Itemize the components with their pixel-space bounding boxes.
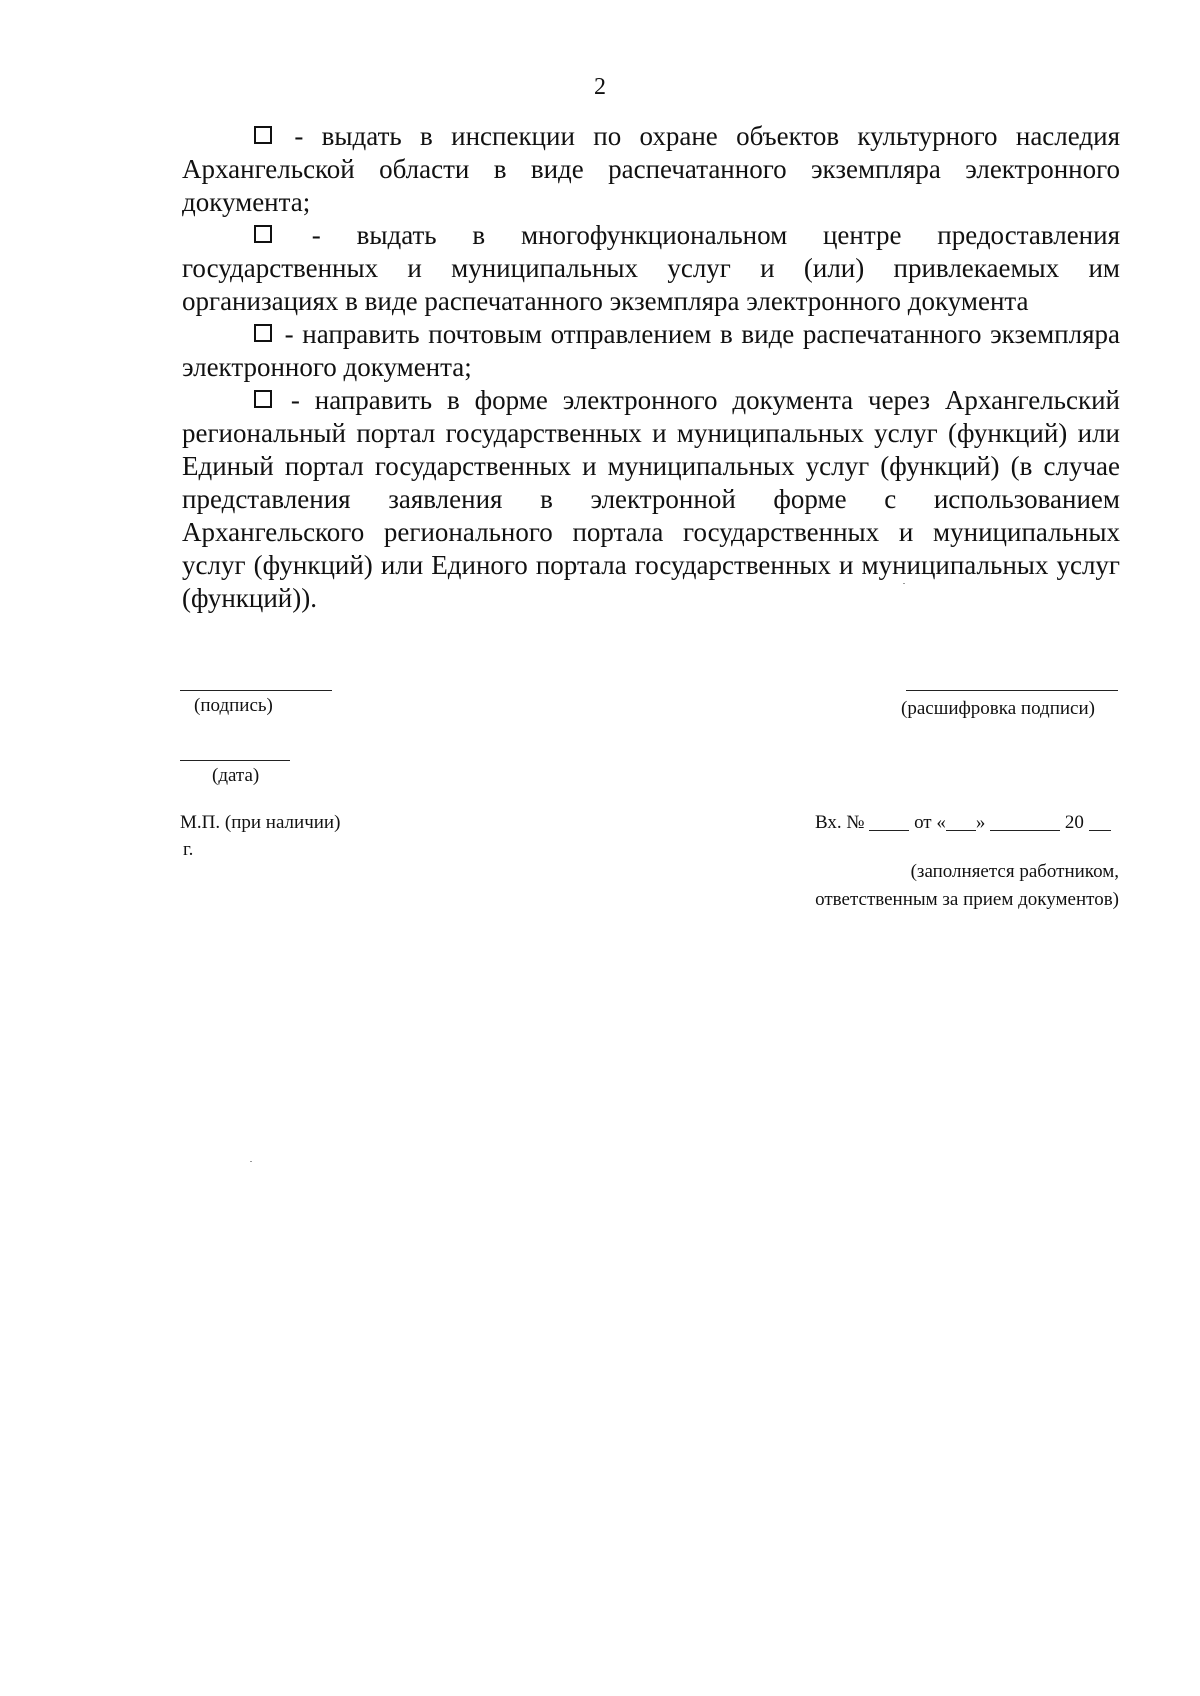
checkbox-icon[interactable] [254, 126, 272, 144]
registration-prefix: Вх. № [815, 812, 865, 833]
stamp-suffix: г. [183, 839, 194, 860]
registration-year-blank[interactable] [1089, 812, 1111, 831]
registration-from: от « [914, 812, 946, 833]
page-number: 2 [594, 74, 606, 100]
delivery-options [182, 120, 1120, 615]
registration-number-blank[interactable] [869, 812, 909, 831]
option-text: - выдать в многофункциональном центре предоставления государственных и муниципальных услуг и (или) привлекаемых им организациях в виде распечатанного экземпляра электронного документа [182, 220, 1120, 316]
option-text: - направить в форме электронного документа через Архангельский региональный портал государственных и муниципальных услуг (функций) или Единый портал государственных и муниципальных услуг (функций) (в случае представления заявления в электронной форме с использованием Архангельского регионального портала государственных и муниципальных услуг (функций) или Единого портала государственных и муниципальных услуг (функций)). [182, 385, 1120, 613]
scan-speck [250, 1161, 252, 1162]
registration-year: 20 [1064, 812, 1084, 833]
signature-decoding-line[interactable] [906, 690, 1118, 691]
checkbox-icon[interactable] [254, 324, 272, 342]
option-item [182, 120, 1120, 219]
checkbox-icon[interactable] [254, 390, 272, 408]
registration-note-line2: ответственным за прием документов) [815, 889, 1119, 910]
option-item [182, 219, 1120, 318]
registration-note-line1: (заполняется работником, [910, 861, 1119, 882]
checkbox-icon[interactable] [254, 225, 272, 243]
date-label: (дата) [212, 765, 260, 786]
signature-line[interactable] [180, 690, 332, 691]
registration-note [815, 858, 1119, 914]
registration-close-quote: » [975, 812, 986, 833]
date-line[interactable] [180, 760, 290, 761]
scan-speck [903, 583, 905, 584]
registration-month-blank[interactable] [990, 812, 1060, 831]
signature-label: (подпись) [194, 695, 273, 716]
option-text: - направить почтовым отправлением в виде распечатанного экземпляра электронного документа; [182, 319, 1120, 382]
stamp-label: М.П. (при наличии) [180, 812, 341, 833]
signature-decoding-label: (расшифровка подписи) [901, 698, 1095, 719]
registration-line [815, 811, 1111, 835]
option-item [182, 384, 1120, 615]
option-item [182, 318, 1120, 384]
registration-day-blank[interactable] [946, 812, 976, 831]
option-text: - выдать в инспекции по охране объектов культурного наследия Архангельской области в виде распечатанного экземпляра электронного документа; [182, 121, 1120, 217]
